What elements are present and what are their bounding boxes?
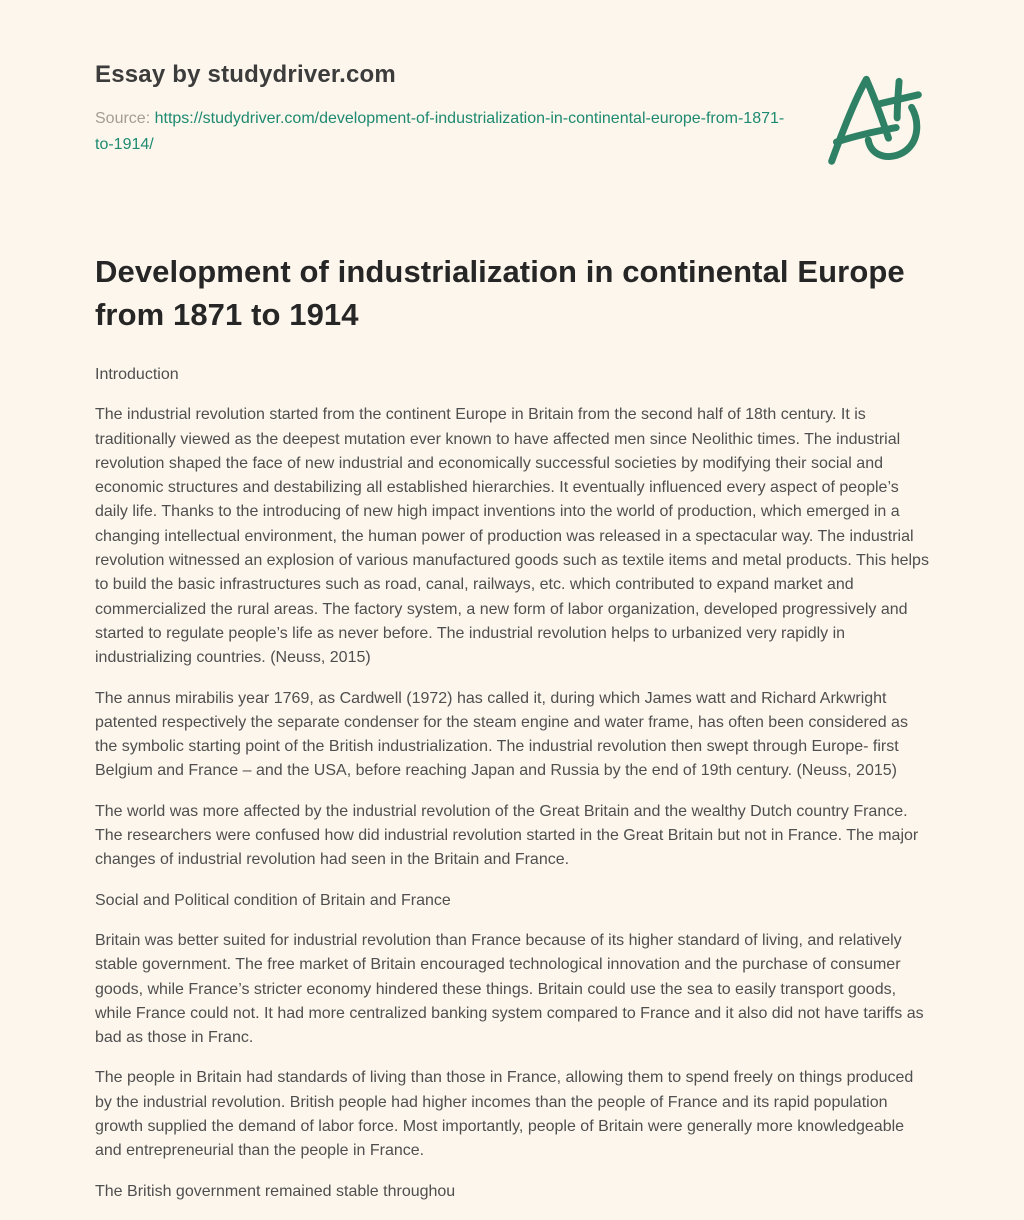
section-heading-introduction: Introduction: [95, 366, 179, 383]
paragraph-industrial-revolution-overview: The industrial revolution started from the continent Europe in Britain from the second half of 18th century. It is traditionally viewed as the deepest mutation ever known to have affected men since Neolithic times. The industrial revolution shaped the face of new industrial and economically successful societies by modifying their social and economic structures and destabilizing all established hierarchies. It eventually influenced every aspect of people’s daily life. Thanks to the introducing of new high impact inventions into the world of production, which emerged in a changing intellectual environment, the human power of production was released in a spectacular way. The industrial revolution witnessed an explosion of various manufactured goods such as textile items and metal products. This helps to build the basic infrastructures such as road, canal, railways, etc. which contributed to expand market and commercialized the rural areas. The factory system, a new form of labor organization, developed progressively and started to regulate people’s life as never before. The industrial revolution helps to urbanized very rapidly in industrializing countries. (Neuss, 2015): [95, 406, 929, 667]
paragraph-britain-better-suited: Britain was better suited for industrial revolution than France because of its higher standard of living, and relatively stable government. The free market of Britain encouraged technological innovation and the purchase of consumer goods, while France’s stricter economy hindered these things. Britain could use the sea to easily transport goods, while France could not. It had more centralized banking system compared to France and it also did not have tariffs as bad as those in Franc.: [95, 931, 924, 1047]
site-header: [95, 60, 929, 158]
source-line: [95, 106, 795, 158]
source-url-link[interactable]: https://studydriver.com/development-of-industrialization-in-continental-europe-from-1871-to-1914/: [95, 110, 785, 153]
paragraph-standards-of-living: The people in Britain had standards of living than those in France, allowing them to spend freely on things produced by the industrial revolution. British people had higher incomes than the people of France and its rapid population growth supplied the demand of labor force. Most importantly, people of Britain were generally more knowledgeable and entrepreneurial than the people in France.: [95, 1069, 914, 1160]
paragraph-british-government-truncated: The British government remained stable throughou: [95, 1182, 456, 1200]
a-plus-logo-icon: [821, 64, 929, 168]
paragraph-annus-mirabilis: The annus mirabilis year 1769, as Cardwell (1972) has called it, during which James watt and Richard Arkwright patented respectively the separate condenser for the steam engine and water frame, has often been considered as the symbolic starting point of the British industrialization. The industrial revolution then swept through Europe- first Belgium and France – and the USA, before reaching Japan and Russia by the end of 19th century. (Neuss, 2015): [95, 689, 908, 780]
essay-body: [95, 250, 929, 1204]
essay-title: Development of industrialization in continental Europe from 1871 to 1914: [95, 254, 905, 332]
paragraph-world-affected: The world was more affected by the industrial revolution of the Great Britain and the wealthy Dutch country France. The researchers were confused how did industrial revolution started in the Great Britain but not in France. The major changes of industrial revolution had seen in the Britain and France.: [95, 802, 919, 869]
site-header-title: Essay by studydriver.com: [95, 61, 396, 88]
studydriver-logo: [821, 64, 929, 168]
source-label: Source:: [95, 110, 151, 127]
section-heading-social-political-condition: Social and Political condition of Britain and France: [95, 891, 451, 909]
